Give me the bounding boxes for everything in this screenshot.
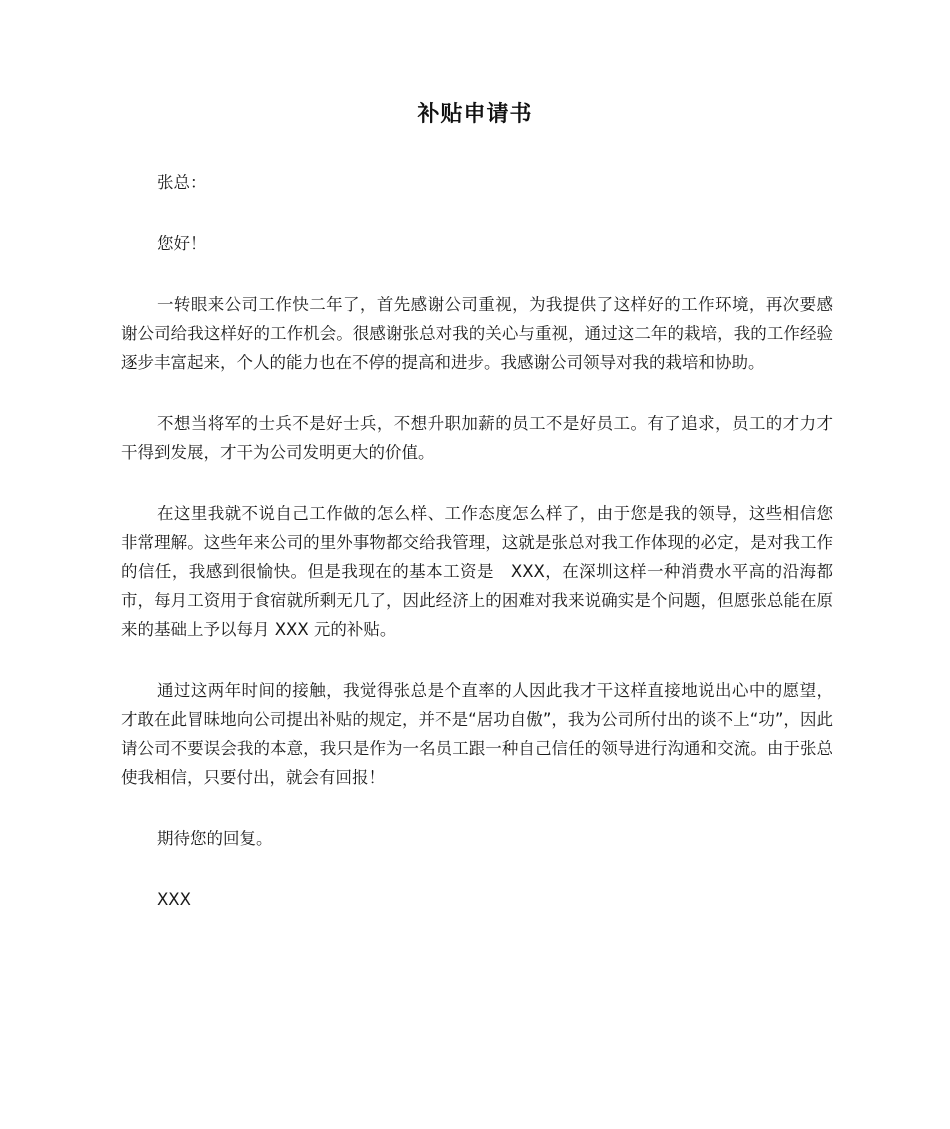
body-paragraph: 不想当将军的士兵不是好士兵，不想升职加薪的员工不是好员工。有了追求，员工的才力才干得到发展，才干为公司发明更大的价值。: [121, 414, 833, 462]
body-paragraph: 通过这两年时间的接触，我觉得张总是个直率的人因此我才干这样直接地说出心中的愿望，才敢在此冒昧地向公司提出补贴的规定，并不是“居功自傲”，我为公司所付出的谈不上“功”，因此请公司不要误会我的本意，我只是作为一名员工跟一种自己信任的领导进行沟通和交流。由于张总使我相信，只要付出，就会有回报！: [121, 681, 833, 787]
salutation: 张总：: [157, 173, 207, 192]
greeting: 您好！: [157, 234, 207, 253]
body-paragraph: 一转眼来公司工作快二年了，首先感谢公司重视，为我提供了这样好的工作环境，再次要感谢公司给我这样好的工作机会。很感谢张总对我的关心与重视，通过这二年的栽培，我的工作经验逐步丰富起来，个人的能力也在不停的提高和进步。我感谢公司领导对我的栽培和协助。: [121, 295, 833, 372]
signature: XXX: [157, 890, 191, 909]
document-body: [121, 168, 833, 946]
document-title: 补贴申请书: [417, 102, 533, 127]
closing-line: 期待您的回复。: [157, 829, 273, 848]
body-paragraph: 在这里我就不说自己工作做的怎么样、工作态度怎么样了，由于您是我的领导，这些相信您非常理解。这些年来公司的里外事物都交给我管理，这就是张总对我工作体现的必定，是对我工作的信任，我感到很愉快。但是我现在的基本工资是 XXX，在深圳这样一种消费水平高的沿海都市，每月工资用于食宿就所剩无几了，因此经济上的困难对我来说确实是个问题，但愿张总能在原来的基础上予以每月 XXX 元的补贴。: [121, 504, 833, 639]
